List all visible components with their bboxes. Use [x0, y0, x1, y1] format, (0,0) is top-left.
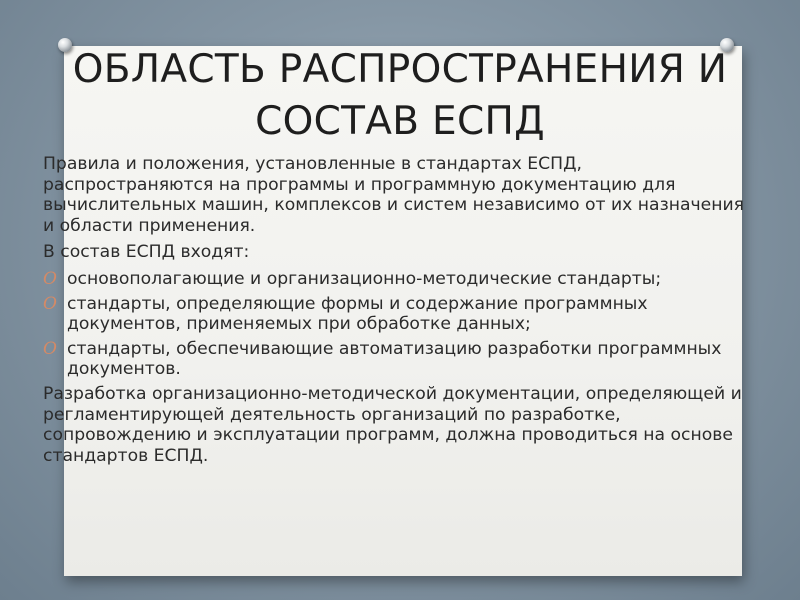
- slide-title: ОБЛАСТЬ РАСПРОСТРАНЕНИЯ И СОСТАВ ЕСПД: [72, 47, 728, 144]
- bullet-marker-icon: O: [43, 338, 57, 359]
- bullet-marker-icon: O: [43, 293, 57, 314]
- bullet-text: стандарты, обеспечивающие автоматизацию разработки программных документов.: [67, 338, 722, 380]
- bullet-marker-icon: O: [43, 268, 57, 289]
- intro-paragraph: Правила и положения, установленные в стандартах ЕСПД, распространяются на программы и программную документацию для вычислительных машин, комплексов и систем независимо от их назначения и области применения.: [43, 154, 744, 236]
- closing-paragraph: Разработка организационно-методической документации, определяющей и регламентирующей деятельность организаций по разработке, сопровождению и эксплуатации программ, должна проводиться на основе стандартов ЕСПД.: [43, 383, 742, 466]
- bullet-text: стандарты, определяющие формы и содержание программных документов, применяемых при обработке данных;: [67, 293, 648, 335]
- list-item: [43, 269, 748, 290]
- bullet-list: [43, 269, 748, 380]
- bullet-text: основополагающие и организационно-методические стандарты;: [67, 268, 662, 289]
- list-item: [43, 339, 748, 380]
- slide-body: [43, 154, 748, 472]
- composition-lead: В состав ЕСПД входят:: [43, 242, 250, 263]
- list-item: [43, 294, 748, 335]
